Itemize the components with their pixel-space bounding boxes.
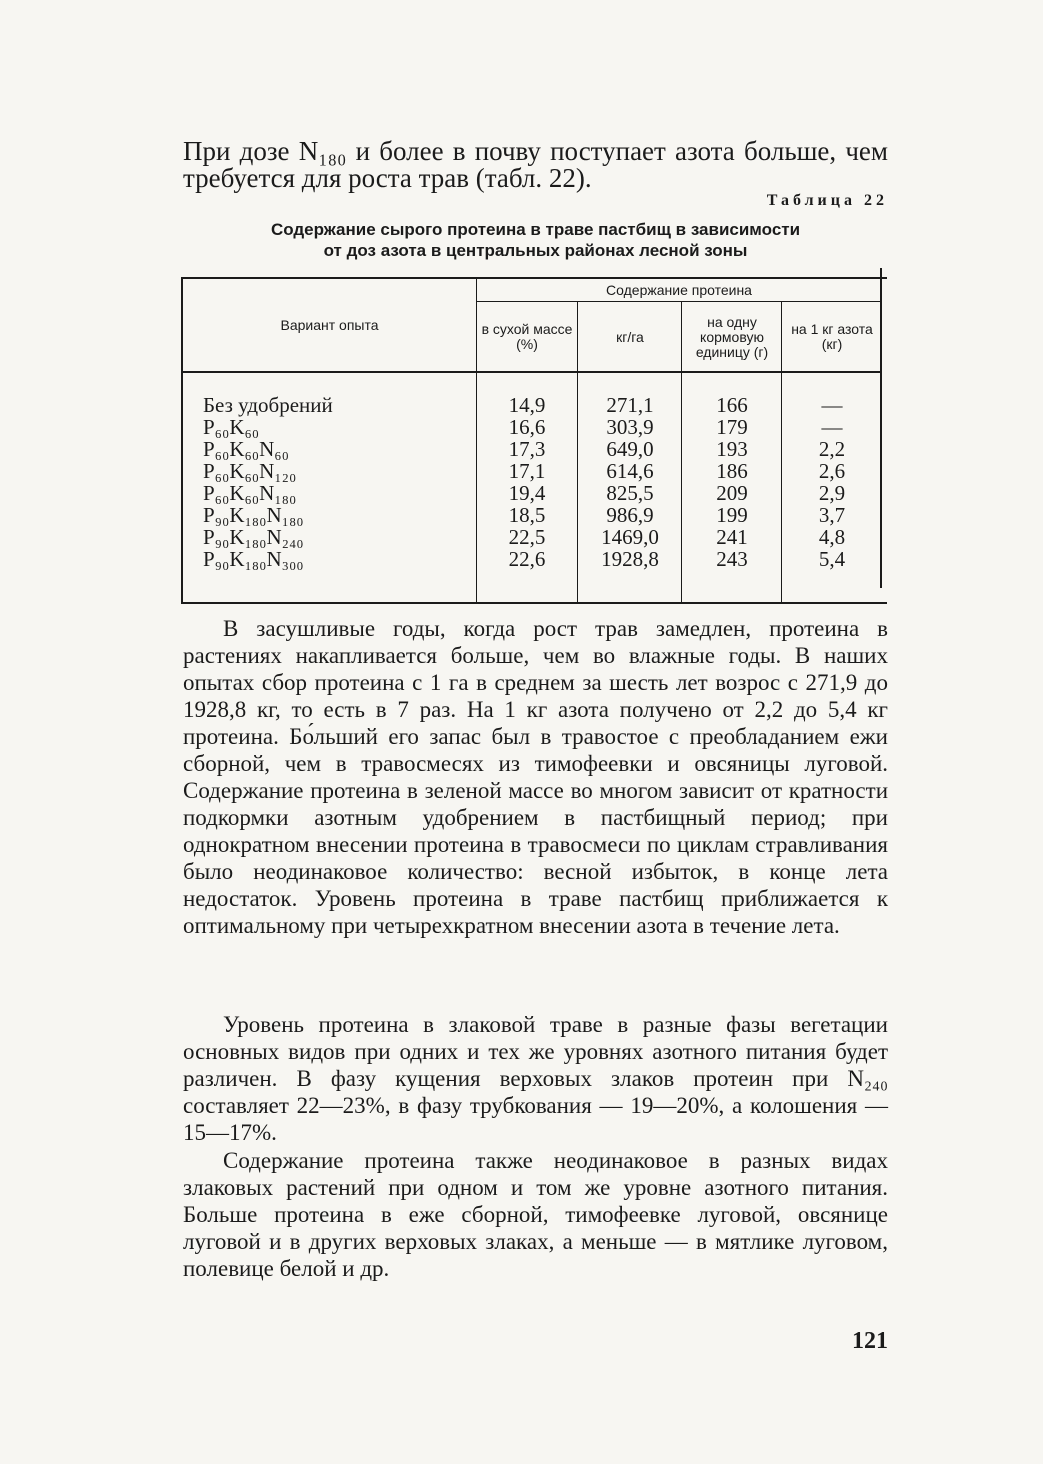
row-kg-per-ha: 986,9: [606, 503, 654, 527]
row-kg-per-ha: 1928,8: [601, 547, 659, 571]
header-variant: Вариант опыта: [280, 316, 379, 333]
row-per-kg-nitrogen: —: [821, 393, 843, 417]
row-per-kg-nitrogen: 5,4: [818, 547, 846, 571]
row-dry-mass: 17,1: [508, 459, 546, 483]
header-per-kg-nitrogen: на 1 кг азота (кг): [791, 321, 873, 352]
row-per-kg-nitrogen: —: [821, 415, 843, 439]
row-per-kg-nitrogen: 3,7: [818, 503, 846, 527]
row-kg-per-ha: 1469,0: [601, 525, 659, 549]
table-row: [181, 416, 887, 438]
row-per-feed-unit: 209: [716, 481, 748, 505]
body-paragraph-1: В засушливые годы, когда рост трав замедлен, протеина в растениях накапливается больше, чем во влажные годы. В наших опытах сбор протеина с 1 га в среднем за шесть лет возрос с 271,9 до 1928,8 кг, то есть в 7 раз. На 1 кг азота получено от 2,2 до 5,4 кг протеина. Бо́льший его запас был в травостое с преобладанием ежи сборной, чем в травосмесях из тимофеевки и овсяницы луговой. Содержание протеина в зеленой массе во многом зависит от кратности подкормки азотным удобрением в пастбищный период; при однократном внесении протеина в травосмеси по циклам стравливания было неодинаковое количество: весной избыток, в конце лета недостаток. Уровень протеина в траве пастбищ приближается к оптимальному при четырехкратном внесении азота в течение лета.: [183, 616, 888, 938]
row-dry-mass: 19,4: [508, 481, 546, 505]
row-per-kg-nitrogen: 2,9: [818, 481, 846, 505]
row-variant: Без удобрений: [203, 393, 333, 417]
page-number: 121: [852, 1328, 888, 1354]
table-row: [181, 394, 887, 416]
row-dry-mass: 22,5: [508, 525, 546, 549]
table-caption: [183, 219, 888, 261]
row-per-kg-nitrogen: 2,6: [818, 459, 846, 483]
row-variant: P₉₀K₁₈₀N₃₀₀: [203, 547, 304, 571]
row-per-feed-unit: 241: [716, 525, 748, 549]
table-row: [181, 526, 887, 548]
row-variant: P₉₀K₁₈₀N₁₈₀: [203, 503, 304, 527]
row-per-feed-unit: 199: [716, 503, 748, 527]
row-kg-per-ha: 303,9: [606, 415, 654, 439]
table-row: [181, 482, 887, 504]
protein-table: [181, 268, 887, 604]
table-rule-header: [181, 371, 881, 373]
table-row: [181, 460, 887, 482]
row-dry-mass: 14,9: [508, 393, 546, 417]
row-variant: P₆₀K₆₀N₁₈₀: [203, 481, 297, 505]
row-kg-per-ha: 649,0: [606, 437, 654, 461]
table-row: [181, 438, 887, 460]
row-per-kg-nitrogen: 4,8: [818, 525, 846, 549]
row-dry-mass: 22,6: [508, 547, 546, 571]
row-dry-mass: 18,5: [508, 503, 546, 527]
row-kg-per-ha: 614,6: [606, 459, 654, 483]
table-row: [181, 504, 887, 526]
header-per-feed-unit: на одну кормовую единицу (г): [695, 313, 769, 360]
row-per-kg-nitrogen: 2,2: [818, 437, 846, 461]
row-dry-mass: 16,6: [508, 415, 546, 439]
table-rule-group: [477, 301, 881, 302]
row-variant: P₆₀K₆₀N₆₀: [203, 437, 289, 461]
table-row: [181, 548, 887, 570]
row-per-feed-unit: 179: [716, 415, 748, 439]
row-per-feed-unit: 193: [716, 437, 748, 461]
header-protein-group: Содержание протеина: [606, 281, 752, 298]
body-paragraph-3: Содержание протеина также неодинаковое в разных видах злаковых растений при одном и том же уровне азотного питания. Больше протеина в еже сборной, тимофеевке луговой, овсянице луговой и в других верховых злаках, а меньше — в мятлике луговом, полевице белой и др.: [183, 1148, 888, 1281]
body-paragraph-2: Уровень протеина в злаковой траве в разные фазы вегетации основных видов при одних и тех же уровнях азотного питания будет различен. В фазу кущения верховых злаков протеин при N₂₄₀ составляет 22—23%, в фазу трубкования — 19—20%, а колошения — 15—17%.: [183, 1012, 888, 1145]
header-kg-per-ha: кг/га: [616, 328, 644, 345]
row-dry-mass: 17,3: [508, 437, 546, 461]
table-label: Таблица 22: [766, 192, 888, 209]
row-per-feed-unit: 186: [716, 459, 748, 483]
row-variant: P₉₀K₁₈₀N₂₄₀: [203, 525, 304, 549]
row-variant: P₆₀K₆₀: [203, 415, 260, 439]
row-kg-per-ha: 825,5: [606, 481, 654, 505]
header-dry-mass: в сухой массе (%): [481, 321, 573, 352]
table-caption-line-2: от доз азота в центральных районах лесной зоны: [323, 241, 748, 260]
row-per-feed-unit: 243: [716, 547, 748, 571]
row-kg-per-ha: 271,1: [606, 393, 654, 417]
intro-text: При дозе N₁₈₀ и более в почву поступает азота больше, чем требуется для роста трав (табл. 22).: [183, 136, 888, 193]
row-variant: P₆₀K₆₀N₁₂₀: [203, 459, 297, 483]
row-per-feed-unit: 166: [716, 393, 748, 417]
table-caption-line-1: Содержание сырого протеина в траве пастбищ в зависимости: [270, 220, 801, 239]
